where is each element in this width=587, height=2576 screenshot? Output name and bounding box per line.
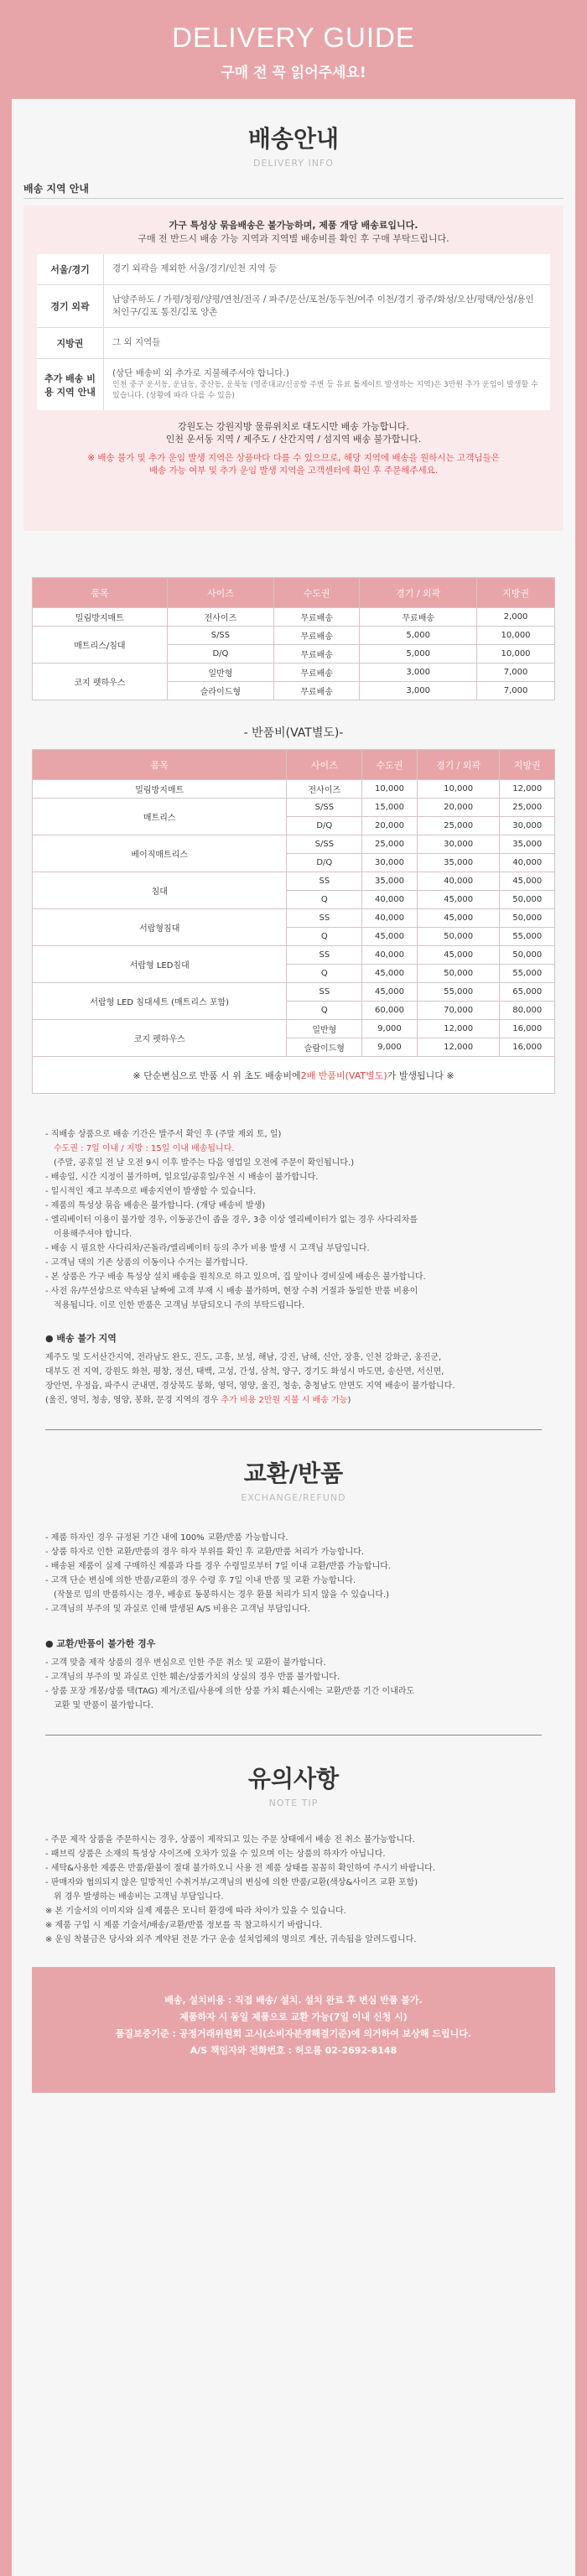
cell-a: 30,000 xyxy=(362,854,418,872)
pink-note-2: 인천 운서동 지역 / 제주도 / 산간지역 / 섬지역 배송 불가합니다. xyxy=(165,434,422,445)
no-exchange-notes xyxy=(45,1656,542,1713)
cell-item: 밀림방지매트 xyxy=(33,780,287,799)
hero-banner xyxy=(12,0,575,99)
cell-a: 45,000 xyxy=(362,965,418,983)
region-row xyxy=(37,328,550,359)
table-row xyxy=(33,835,555,854)
region-value xyxy=(104,285,550,327)
table-header: 경기 / 외곽 xyxy=(417,750,500,780)
cell-b: 30,000 xyxy=(417,835,500,854)
cell-item: 코지 펫하우스 xyxy=(33,1020,287,1057)
cell-item: 서랍형침대 xyxy=(33,909,287,946)
return-fee-warning xyxy=(32,1057,555,1094)
shipping-title-en: DELIVERY INFO xyxy=(253,158,334,169)
list-item: - 패브릭 상품은 소재의 특성상 사이즈에 오차가 있을 수 있으며 이는 상품의 하자가 아닙니다. xyxy=(45,1850,386,1859)
cell-c: 35,000 xyxy=(500,835,555,854)
cell-item: 코지 펫하우스 xyxy=(33,664,168,700)
region-row xyxy=(37,359,550,410)
cell-b: 12,000 xyxy=(417,1038,500,1057)
table-row xyxy=(33,909,555,928)
footer-line-4: A/S 책임자와 전화번호 : 허오롬 02-2692-8148 xyxy=(190,2045,397,2056)
cell-c: 10,000 xyxy=(477,627,555,645)
table-row xyxy=(33,983,555,1002)
cell-size: 일반형 xyxy=(167,664,273,682)
list-item: - 주문 제작 상품을 주문하시는 경우, 상품이 제작되고 있는 주문 상태에서 배송 전 취소 불가능합니다. xyxy=(45,1835,415,1845)
pink-note xyxy=(37,420,550,445)
table-row xyxy=(33,664,555,682)
cell-b: 50,000 xyxy=(417,965,500,983)
table-header: 품목 xyxy=(33,578,168,608)
region-key: 추가 배송 비용 지역 안내 xyxy=(37,359,104,410)
table-row xyxy=(33,799,555,817)
cell-a: 35,000 xyxy=(362,872,418,891)
cell-c: 45,000 xyxy=(500,872,555,891)
cell-b: 20,000 xyxy=(417,799,500,817)
list-item: ※ 본 기술서의 이미지와 실제 제품은 모니터 환경에 따라 차이가 있을 수 있습니다. xyxy=(45,1907,346,1916)
list-item: - 배송일, 시간 지정이 불가하며, 일요일/공휴일/우천 시 배송이 불가합니다. xyxy=(45,1173,319,1182)
cell-size: Q xyxy=(287,891,362,909)
divider xyxy=(23,198,564,199)
region-value-small: 인천 중구 운서동, 운남동, 중산동, 운북동 (영종대교/신공항 주변 등 유료 톨게이트 발생하는 지역)은 3만원 추가 운임이 발생할 수 있습니다. (상황에 따라 다를 수 있음) xyxy=(112,381,538,400)
table-header: 수도권 xyxy=(362,750,418,780)
cell-size: D/Q xyxy=(287,854,362,872)
cell-b: 5,000 xyxy=(360,627,477,645)
cell-item: 침대 xyxy=(33,872,287,909)
cell-size: D/Q xyxy=(167,645,273,664)
warn-red: 2배 반품비(VAT별도) xyxy=(300,1069,387,1081)
region-key: 서울/경기 xyxy=(37,254,104,284)
cell-c: 65,000 xyxy=(500,983,555,1002)
cell-size: 전사이즈 xyxy=(287,780,362,799)
table-row xyxy=(33,627,555,645)
no-delivery-section xyxy=(12,1331,575,1408)
cell-a: 무료배송 xyxy=(274,682,360,700)
list-item: 위 경우 발생하는 배송비는 고객님 부담입니다. xyxy=(54,1892,224,1902)
hero-title: DELIVERY GUIDE xyxy=(172,22,415,53)
tip-title-en: NOTE TIP xyxy=(268,1798,319,1808)
list-item: - 상품 하자로 인한 교환/반품의 경우 하자 부위를 확인 후 교환/반품 처리가 가능합니다. xyxy=(45,1548,365,1557)
cell-a: 20,000 xyxy=(362,817,418,835)
red-note xyxy=(37,452,550,477)
cell-b: 10,000 xyxy=(417,780,500,799)
cell-size: 전사이즈 xyxy=(167,608,273,627)
list-item: - 제품의 특성상 묶음 배송은 불가합니다. (개당 배송비 발생) xyxy=(45,1201,266,1210)
cell-item: 매트리스/침대 xyxy=(33,627,168,664)
warn-post: 가 발생됩니다 ※ xyxy=(387,1069,455,1081)
region-row xyxy=(37,285,550,328)
cell-a: 9,000 xyxy=(362,1020,418,1038)
table-row xyxy=(33,780,555,799)
cell-a: 무료배송 xyxy=(274,627,360,645)
shipping-fee-table xyxy=(32,577,555,700)
cell-c: 55,000 xyxy=(500,965,555,983)
cell-item: 서랍형 LED침대 xyxy=(33,946,287,983)
red-note-2: 배송 가능 여부 및 추가 운임 발생 지역을 고객센터에 확인 후 주문해주세요. xyxy=(148,466,439,476)
cell-b: 12,000 xyxy=(417,1020,500,1038)
cell-b: 25,000 xyxy=(417,817,500,835)
warn-pre: ※ 단순변심으로 반품 시 위 초도 배송비에 xyxy=(132,1069,301,1081)
table-header: 사이즈 xyxy=(167,578,273,608)
cell-c: 50,000 xyxy=(500,909,555,928)
cell-size: 슬람이드형 xyxy=(287,1038,362,1057)
list-item: - 고객님 댁의 기존 상품의 이동이나 수거는 불가합니다. xyxy=(45,1258,248,1267)
no-delivery-text-3: 장안면, 우정읍, 파주시 군내면, 경상북도 봉화, 영덕, 영양, 울진, 청송, 충청남도 안면도 지역 배송이 불가합니다. xyxy=(45,1382,455,1391)
cell-item: 밀림방지매트 xyxy=(33,608,168,627)
cell-c: 25,000 xyxy=(500,799,555,817)
cell-item: 베이직매트리스 xyxy=(33,835,287,872)
no-exchange-title: ● 교환/반품이 불가한 경우 xyxy=(45,1638,156,1649)
tip-notes xyxy=(12,1833,575,1947)
no-delivery-title: ● 배송 불가 지역 xyxy=(45,1333,117,1344)
no-delivery-text-2: 대부도 전 지역, 강원도 화천, 평창, 정선, 태백, 고성, 간성, 삼척, 양구, 경기도 화성시 마도면, 송산면, 서신면, xyxy=(45,1367,444,1376)
shipping-section-title xyxy=(12,99,575,173)
notice-line-1: 가구 특성상 묶음배송은 불가능하며, 제품 개당 배송료입니다. xyxy=(169,220,418,231)
cell-a: 45,000 xyxy=(362,928,418,946)
list-item: (주말, 공휴일 전 날 오전 9시 이후 발주는 다음 영업일 오전에 주문이 확인됩니다.) xyxy=(54,1158,355,1168)
cell-c: 12,000 xyxy=(500,780,555,799)
list-item: - 배송 시 필요한 사다리차/곤돌라/엘리베이터 등의 추가 비용 발생 시 고객님 부담입니다. xyxy=(45,1244,370,1253)
shipping-notes xyxy=(12,1127,575,1313)
list-item: ※ 운임 착불금은 당사와 외주 계약된 전문 가구 운송 설치업체의 명의로 계산, 귀속됨을 알려드립니다. xyxy=(45,1935,417,1944)
region-value-text: (상단 배송비 외 추가로 지불해주셔야 합니다.) xyxy=(112,368,289,378)
table-header: 품목 xyxy=(33,750,287,780)
cell-c: 7,000 xyxy=(477,682,555,700)
region-key: 경기 외곽 xyxy=(37,285,104,327)
cell-size: 일반형 xyxy=(287,1020,362,1038)
cell-size: SS xyxy=(287,872,362,891)
cell-a: 9,000 xyxy=(362,1038,418,1057)
cell-size: D/Q xyxy=(287,817,362,835)
cell-b: 45,000 xyxy=(417,909,500,928)
no-delivery-text-1: 제주도 및 도서산간지역, 전라남도 완도, 진도, 고흥, 보성, 해남, 강진, 남해, 신안, 장흥, 인천 강화군, 옹진군, xyxy=(45,1353,442,1362)
cell-c: 50,000 xyxy=(500,946,555,965)
cell-b: 55,000 xyxy=(417,983,500,1002)
region-value-text: 남양주하도 / 가평/청평/양평/연천/전곡 / 파주/문산/포천/동두천/여주 이천/경기 광주/화성/오산/평택/안성/용인처인구/김포 통진/김포 양촌 xyxy=(112,294,534,317)
list-item: - 고객 맞춤 제작 상품의 경우 변심으로 인한 주문 취소 및 교환이 불가합니다. xyxy=(45,1658,326,1668)
cell-a: 40,000 xyxy=(362,946,418,965)
cell-a: 40,000 xyxy=(362,909,418,928)
cell-size: S/SS xyxy=(167,627,273,645)
region-value xyxy=(104,254,550,284)
content xyxy=(12,0,575,2093)
list-item: - 고객님의 부주의 및 과실로 인해 발생된 A/S 비용은 고객님 부담입니다. xyxy=(45,1605,310,1614)
list-item: 교환 및 반품이 불가합니다. xyxy=(54,1701,153,1710)
cell-a: 무료배송 xyxy=(274,608,360,627)
shipping-title: 배송안내 xyxy=(247,125,340,153)
cell-c: 80,000 xyxy=(500,1002,555,1020)
cell-c: 2,000 xyxy=(477,608,555,627)
list-item: - 배송된 제품이 실제 구매하신 제품과 다를 경우 수령일로부터 7일 이내 교환/반품 가능합니다. xyxy=(45,1562,392,1571)
region-table xyxy=(37,254,550,410)
red-note-1: ※ 배송 불가 및 추가 운임 발생 지역은 상품마다 다를 수 있으므로, 해당 지역에 배송을 원하시는 고객님들은 xyxy=(87,453,500,463)
exchange-notes xyxy=(12,1531,575,1616)
list-item: (작물로 입의 반품하시는 경우, 배송료 동봉하시는 경우 환불 처리가 되지 않을 수 있습니다.) xyxy=(54,1590,390,1600)
nd-pre: (울진, 영덕, 청송, 영양, 봉화, 문경 지역의 경우 xyxy=(45,1396,221,1405)
table-header: 지방권 xyxy=(500,750,555,780)
table-header: 사이즈 xyxy=(287,750,362,780)
table-header: 수도권 xyxy=(274,578,360,608)
exchange-title: 교환/반품 xyxy=(243,1460,344,1487)
cell-b: 3,000 xyxy=(360,664,477,682)
hero-subtitle: 구매 전 꼭 읽어주세요! xyxy=(221,65,366,81)
cell-a: 60,000 xyxy=(362,1002,418,1020)
list-item: 수도권 : 7일 이내 / 지방 : 15일 이내 배송됩니다. xyxy=(54,1144,235,1153)
cell-size: Q xyxy=(287,965,362,983)
cell-size: SS xyxy=(287,946,362,965)
cell-c: 55,000 xyxy=(500,928,555,946)
cell-size: Q xyxy=(287,1002,362,1020)
cell-size: Q xyxy=(287,928,362,946)
list-item: ※ 제품 구입 시 제품 기술서/배송/교환/반품 정보를 꼭 참고하시기 바랍니다. xyxy=(45,1921,323,1930)
cell-a: 25,000 xyxy=(362,835,418,854)
cell-size: S/SS xyxy=(287,835,362,854)
no-delivery-text-4 xyxy=(45,1393,542,1408)
list-item: - 엘리베이터 이용이 불가할 경우, 이동공간이 좁을 경우, 3층 이상 엘리베이터가 없는 경우 사다리차를 xyxy=(45,1215,418,1225)
no-exchange-section xyxy=(12,1637,575,1713)
cell-b: 3,000 xyxy=(360,682,477,700)
cell-b: 무료배송 xyxy=(360,608,477,627)
list-item: 적용됩니다. 이로 인한 반품은 고객님 부담되오니 주의 부탁드립니다. xyxy=(54,1301,305,1310)
shipping-area-box xyxy=(23,206,564,531)
region-value-text: 그 외 지역들 xyxy=(112,337,161,347)
footer-banner xyxy=(32,1967,555,2093)
table-header: 경기 / 외곽 xyxy=(360,578,477,608)
cell-a: 45,000 xyxy=(362,983,418,1002)
table-header-row xyxy=(33,578,555,608)
cell-a: 10,000 xyxy=(362,780,418,799)
footer-line-1: 배송, 설치비용 : 직접 배송/ 설치. 설치 완료 후 변심 반품 불가. xyxy=(164,1995,423,2006)
exchange-section-title xyxy=(12,1430,575,1514)
tip-section-title xyxy=(12,1736,575,1819)
list-item: - 고객님의 부주의 및 과실로 인한 훼손/상품가치의 상실의 경우 반품 불가합니다. xyxy=(45,1673,340,1682)
cell-item: 매트리스 xyxy=(33,799,287,835)
region-value xyxy=(104,359,550,410)
cell-b: 45,000 xyxy=(417,891,500,909)
cell-b: 50,000 xyxy=(417,928,500,946)
table-row xyxy=(33,608,555,627)
area-label: 배송 지역 안내 xyxy=(23,183,89,195)
region-row xyxy=(37,254,550,285)
region-value-text: 경기 외곽을 제외한 서울/경기/인천 지역 등 xyxy=(112,263,278,273)
nd-post: ) xyxy=(347,1396,351,1405)
cell-a: 무료배송 xyxy=(274,645,360,664)
exchange-title-en: EXCHANGE/REFUND xyxy=(241,1492,346,1503)
list-item: - 세탁&사용한 제품은 반품/환불이 절대 불가하오니 사용 전 제품 상태를 꼼꼼히 확인하여 주시기 바랍니다. xyxy=(45,1864,435,1873)
cell-size: 슬라이드형 xyxy=(167,682,273,700)
table-row xyxy=(33,872,555,891)
cell-b: 40,000 xyxy=(417,872,500,891)
list-item: - 상품 포장 개봉/상품 택(TAG) 제거/조립/사용에 의한 상품 가치 훼손시에는 교환/반품 기간 이내라도 xyxy=(45,1687,415,1696)
cell-a: 무료배송 xyxy=(274,664,360,682)
return-fee-title: - 반품비(VAT별도)- xyxy=(243,726,344,740)
cell-b: 5,000 xyxy=(360,645,477,664)
cell-b: 70,000 xyxy=(417,1002,500,1020)
cell-a: 15,000 xyxy=(362,799,418,817)
list-item: - 본 상품은 가구 배송 특성상 설치 배송을 원칙으로 하고 있으며, 집 앞이나 경비실에 배송은 불가합니다. xyxy=(45,1272,426,1282)
table-row xyxy=(33,1020,555,1038)
nd-red: 추가 비용 2만원 지불 시 배송 가능 xyxy=(221,1396,348,1405)
notice-line-2: 구매 전 반드시 배송 가능 지역과 지역별 배송비를 확인 후 구매 부탁드립니다. xyxy=(138,233,449,244)
cell-c: 16,000 xyxy=(500,1020,555,1038)
cell-size: SS xyxy=(287,909,362,928)
region-value xyxy=(104,328,550,358)
table-header: 지방권 xyxy=(477,578,555,608)
list-item: - 직배송 상품으로 배송 기간은 발주서 확인 후 (주말 제외 토, 일) xyxy=(45,1130,282,1139)
cell-a: 40,000 xyxy=(362,891,418,909)
cell-c: 7,000 xyxy=(477,664,555,682)
list-item: 이용해주셔야 합니다. xyxy=(54,1230,132,1239)
footer-line-3: 품질보증기준 : 공정거래위원회 고시(소비자분쟁해결기준)에 의거하여 보상해 드립니다. xyxy=(115,2028,472,2039)
return-fee-table xyxy=(32,749,555,1094)
tip-title: 유의사항 xyxy=(247,1765,340,1793)
list-item: - 사전 유/무선상으로 약속된 날짜에 고객 부재 시 배송 불가하며, 현장 수취 거절과 동일한 반품 비용이 xyxy=(45,1287,418,1296)
table-header-row xyxy=(33,750,555,780)
cell-b: 45,000 xyxy=(417,946,500,965)
cell-c: 10,000 xyxy=(477,645,555,664)
cell-c: 50,000 xyxy=(500,891,555,909)
list-item: - 제품 하자인 경우 규정된 기간 내에 100% 교환/반품 가능합니다. xyxy=(45,1533,288,1543)
region-key: 지방권 xyxy=(37,328,104,358)
cell-c: 30,000 xyxy=(500,817,555,835)
cell-c: 40,000 xyxy=(500,854,555,872)
shipping-notice xyxy=(37,219,550,246)
list-item: - 일시적인 재고 부족으로 배송지연이 발생할 수 있습니다. xyxy=(45,1187,257,1196)
cell-b: 35,000 xyxy=(417,854,500,872)
cell-item: 서랍형 LED 침대세트 (매트리스 포함) xyxy=(33,983,287,1020)
list-item: - 고객 단순 변심에 의한 반품/교환의 경우 수령 후 7일 이내 반품 및 교환 가능합니다. xyxy=(45,1576,356,1585)
cell-c: 16,000 xyxy=(500,1038,555,1057)
cell-size: S/SS xyxy=(287,799,362,817)
cell-size: SS xyxy=(287,983,362,1002)
footer-line-2: 제품하자 시 동일 제품으로 교환 가능(7일 이내 신청 시) xyxy=(179,2011,408,2022)
list-item: - 판매자와 협의되지 않은 일방적인 수취거부/고객님의 변심에 의한 반품/교환(색상&사이즈 교환 포함) xyxy=(45,1878,418,1887)
pink-note-1: 강원도는 강원지방 물류위치로 대도시만 배송 가능합니다. xyxy=(177,421,409,432)
table-row xyxy=(33,946,555,965)
